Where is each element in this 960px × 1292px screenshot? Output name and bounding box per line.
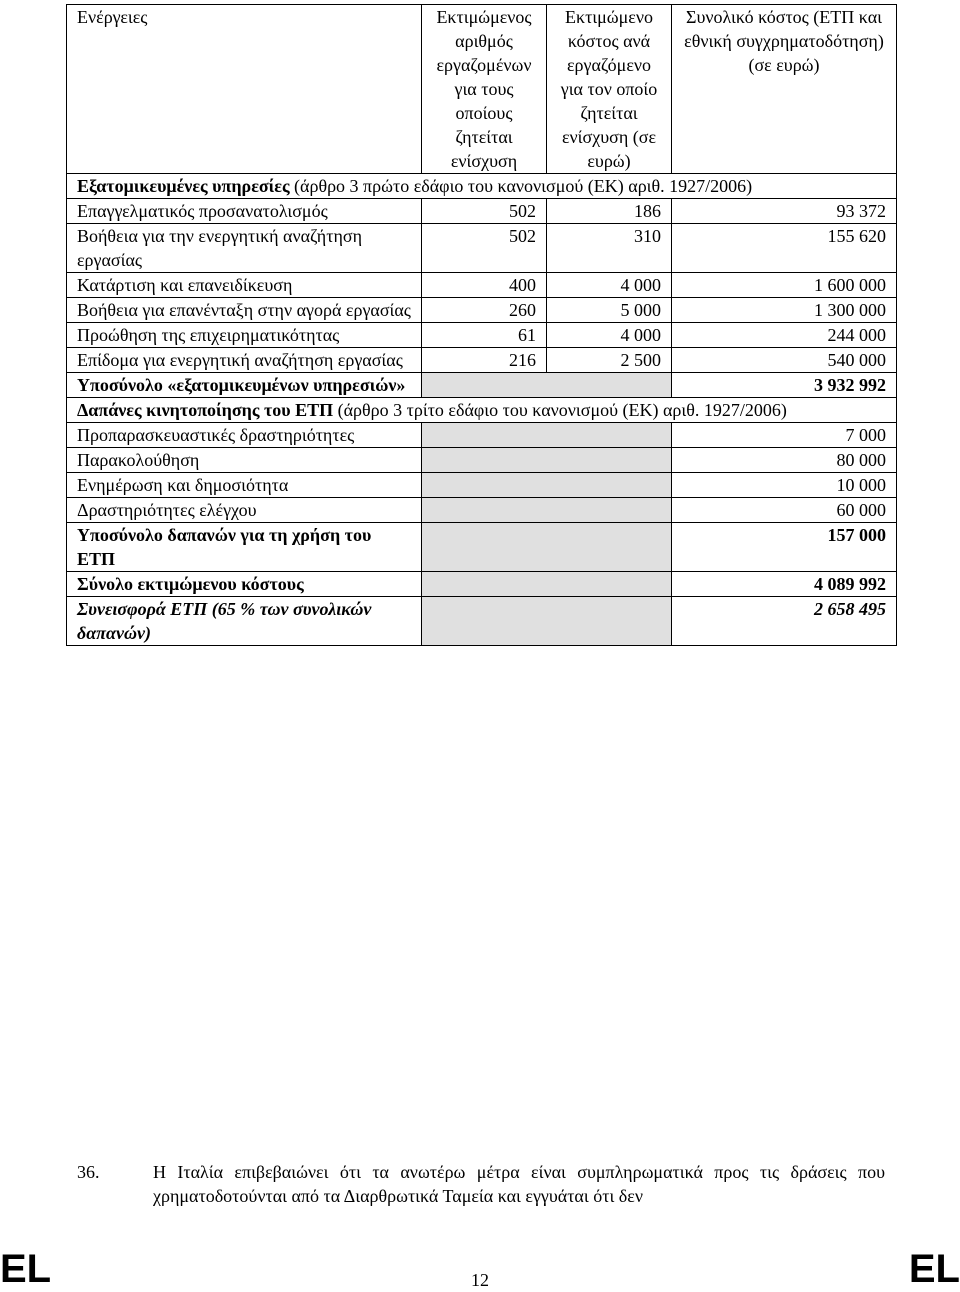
row-action: Παρακολούθηση <box>67 448 422 473</box>
row-cost-per-worker: 5 000 <box>547 298 672 323</box>
table-row <box>67 224 897 273</box>
shaded-cell <box>422 498 672 523</box>
table-row <box>67 498 897 523</box>
table-row <box>67 273 897 298</box>
language-code-left: EL <box>0 1247 52 1291</box>
row-total: 80 000 <box>672 448 897 473</box>
grand-total-label: Σύνολο εκτιμώμενου κόστους <box>67 572 422 597</box>
row-action: Κατάρτιση και επανειδίκευση <box>67 273 422 298</box>
row-workers: 502 <box>422 224 547 273</box>
row-workers: 400 <box>422 273 547 298</box>
shaded-cell <box>422 423 672 448</box>
row-action: Προπαρασκευαστικές δραστηριότητες <box>67 423 422 448</box>
table-row <box>67 473 897 498</box>
grand-total-value: 4 089 992 <box>672 572 897 597</box>
header-cost-per-worker: Εκτιμώμενο κόστος ανά εργαζόμενο για τον οποίο ζητείται ενίσχυση (σε ευρώ) <box>547 5 672 174</box>
row-total: 244 000 <box>672 323 897 348</box>
table-row <box>67 423 897 448</box>
paragraph-text: Η Ιταλία επιβεβαιώνει ότι τα ανωτέρω μέτρα είναι συμπληρωματικά προς τις δράσεις που χρηματοδοτούνται από τα Διαρθρωτικά Ταμεία και εγγυάται ότι δεν <box>153 1162 885 1206</box>
cost-table <box>66 4 897 646</box>
subtotal-row-personalised-services <box>67 373 897 398</box>
row-action: Επίδομα για ενεργητική αναζήτηση εργασίας <box>67 348 422 373</box>
header-actions: Ενέργειες <box>67 5 422 174</box>
table-row <box>67 448 897 473</box>
row-action: Βοήθεια για επανένταξη στην αγορά εργασίας <box>67 298 422 323</box>
row-cost-per-worker: 2 500 <box>547 348 672 373</box>
row-total: 1 300 000 <box>672 298 897 323</box>
page-number: 12 <box>471 1270 489 1290</box>
row-total: 93 372 <box>672 199 897 224</box>
row-cost-per-worker: 310 <box>547 224 672 273</box>
table-row <box>67 348 897 373</box>
egf-contribution-row <box>67 597 897 646</box>
grand-total-row <box>67 572 897 597</box>
row-total: 155 620 <box>672 224 897 273</box>
row-cost-per-worker: 186 <box>547 199 672 224</box>
shaded-cell <box>422 597 672 646</box>
subtotal-label: Υποσύνολο «εξατομικευμένων υπηρεσιών» <box>67 373 422 398</box>
shaded-cell <box>422 523 672 572</box>
row-total: 1 600 000 <box>672 273 897 298</box>
row-total: 60 000 <box>672 498 897 523</box>
subtotal-value: 157 000 <box>672 523 897 572</box>
row-workers: 260 <box>422 298 547 323</box>
row-total: 540 000 <box>672 348 897 373</box>
shaded-cell <box>422 373 672 398</box>
section-title-rest: (άρθρο 3 πρώτο εδάφιο του κανονισμού (ΕΚ) αριθ. 1927/2006) <box>289 176 753 196</box>
shaded-cell <box>422 473 672 498</box>
subtotal-label: Υποσύνολο δαπανών για τη χρήση του ΕΤΠ <box>67 523 422 572</box>
row-total: 7 000 <box>672 423 897 448</box>
row-workers: 216 <box>422 348 547 373</box>
egf-contribution-label: Συνεισφορά ΕΤΠ (65 % των συνολικών δαπανών) <box>67 597 422 646</box>
table-row <box>67 298 897 323</box>
subtotal-value: 3 932 992 <box>672 373 897 398</box>
header-row <box>67 5 897 174</box>
row-action: Ενημέρωση και δημοσιότητα <box>67 473 422 498</box>
shaded-cell <box>422 448 672 473</box>
shaded-cell <box>422 572 672 597</box>
table-row <box>67 323 897 348</box>
row-total: 10 000 <box>672 473 897 498</box>
row-workers: 502 <box>422 199 547 224</box>
section-heading-implementation-costs <box>67 398 897 423</box>
row-cost-per-worker: 4 000 <box>547 323 672 348</box>
header-total-cost: Συνολικό κόστος (ΕΤΠ και εθνική συγχρηματοδότηση) (σε ευρώ) <box>672 5 897 174</box>
paragraph-number: 36. <box>77 1162 100 1182</box>
section-heading-personalised-services <box>67 174 897 199</box>
subtotal-row-implementation-costs <box>67 523 897 572</box>
section-title-bold: Δαπάνες κινητοποίησης του ΕΤΠ <box>77 400 334 420</box>
section-title-bold: Εξατομικευμένες υπηρεσίες <box>77 176 290 196</box>
table-row <box>67 199 897 224</box>
paragraph-36 <box>77 1160 885 1208</box>
header-workers: Εκτιμώμενος αριθμός εργαζομένων για τους οποίους ζητείται ενίσχυση <box>422 5 547 174</box>
section-title-rest: (άρθρο 3 τρίτο εδάφιο του κανονισμού (ΕΚ) αριθ. 1927/2006) <box>333 400 787 420</box>
egf-contribution-value: 2 658 495 <box>672 597 897 646</box>
row-action: Βοήθεια για την ενεργητική αναζήτηση εργασίας <box>67 224 422 273</box>
row-cost-per-worker: 4 000 <box>547 273 672 298</box>
row-action: Προώθηση της επιχειρηματικότητας <box>67 323 422 348</box>
row-action: Επαγγελματικός προσανατολισμός <box>67 199 422 224</box>
language-code-right: EL <box>908 1247 960 1291</box>
row-workers: 61 <box>422 323 547 348</box>
row-action: Δραστηριότητες ελέγχου <box>67 498 422 523</box>
